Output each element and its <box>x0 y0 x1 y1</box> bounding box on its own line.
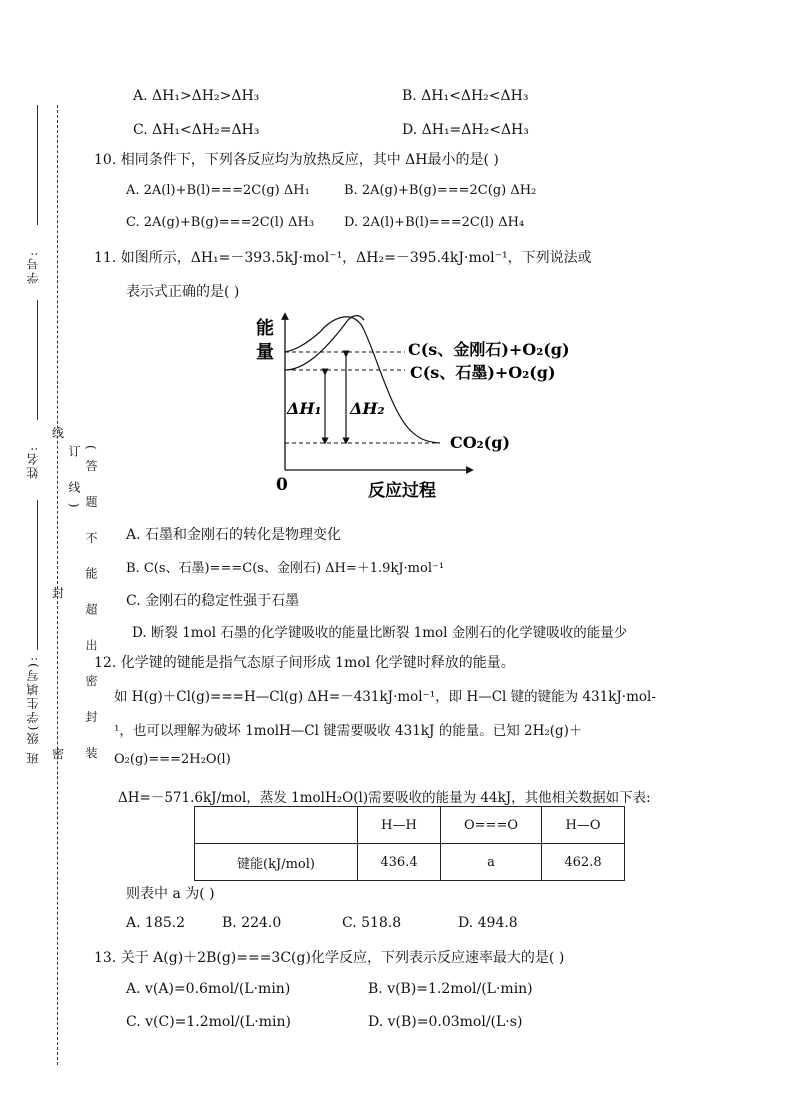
seal-line-char: 线 <box>52 426 65 440</box>
q12-line4: ΔH=－571.6kJ/mol，蒸发 1molH₂O(l)需要吸收的能量为 44kJ，其他相关数据如下表: <box>118 790 651 806</box>
q12-option-a: A. 185.2 <box>126 915 186 931</box>
energy-diagram <box>250 310 595 502</box>
x-axis-label: 反应过程 <box>368 481 436 501</box>
diamond-level-label: C(s、金刚石)+O₂(g) <box>408 340 570 359</box>
q12-option-b: B. 224.0 <box>222 915 282 931</box>
q9-option-d: D. ΔH₁=ΔH₂<ΔH₃ <box>402 122 529 138</box>
q13-option-d: D. v(B)=0.03mol/(L·s) <box>368 1014 523 1030</box>
name-underline <box>37 300 38 420</box>
seal-feng-char: 封 <box>52 586 65 600</box>
co2-level-label: CO₂(g) <box>450 433 511 452</box>
table-row <box>195 844 625 881</box>
q9-option-b: B. ΔH₁<ΔH₂<ΔH₃ <box>402 88 529 104</box>
q11-option-d: D. 断裂 1mol 石墨的化学键吸收的能量比断裂 1mol 金刚石的化学键吸收的能量少 <box>132 625 628 641</box>
q12-line1: 如 H(g)＋Cl(g)===H—Cl(g) ΔH=－431kJ·mol⁻¹，即 H—Cl 键的键能为 431kJ·mol- <box>114 689 656 705</box>
table-cell: a <box>441 844 542 881</box>
q11-option-a: A. 石墨和金刚石的转化是物理变化 <box>126 527 342 543</box>
seal-mi-char: 密 <box>52 747 65 761</box>
q9-option-c: C. ΔH₁<ΔH₂=ΔH₃ <box>133 122 260 138</box>
q9-option-a: A. ΔH₁>ΔH₂>ΔH₃ <box>133 88 260 104</box>
table-header-cell <box>195 807 358 844</box>
q10-option-a: A. 2A(l)+B(l)===2C(g) ΔH₁ <box>126 183 310 198</box>
table-cell: 键能(kJ/mol) <box>195 844 358 881</box>
q13-option-c: C. v(C)=1.2mol/(L·min) <box>126 1014 291 1030</box>
bond-energy-table <box>194 806 625 881</box>
table-cell: 462.8 <box>542 844 625 881</box>
q10-option-b: B. 2A(g)+B(g)===2C(g) ΔH₂ <box>344 183 537 198</box>
dh1-label: ΔH₁ <box>287 399 322 418</box>
q12-stem: 12. 化学键的键能是指气态原子间形成 1mol 化学键时释放的能量。 <box>94 655 515 671</box>
q13-option-a: A. v(A)=0.6mol/(L·min) <box>126 981 291 997</box>
q13-option-b: B. v(B)=1.2mol/(L·min) <box>368 981 533 997</box>
q12-line3: O₂(g)===2H₂O(l) <box>114 752 231 767</box>
y-label-2: 量 <box>256 342 274 363</box>
q10-option-d: D. 2A(l)+B(l)===2C(l) ΔH₄ <box>344 215 525 230</box>
q10-option-c: C. 2A(g)+B(g)===2C(l) ΔH₃ <box>126 215 315 230</box>
table-header-cell: H—H <box>358 807 441 844</box>
table-header-cell: H—O <box>542 807 625 844</box>
student-id-underline <box>37 105 38 225</box>
class-underline <box>37 500 38 650</box>
q11-stem-line1: 11. 如图所示，ΔH₁=－393.5kJ·mol⁻¹，ΔH₂=－395.4kJ·mol⁻¹，下列说法或 <box>94 250 592 266</box>
q11-option-c: C. 金刚石的稳定性强于石墨 <box>126 593 300 609</box>
q13-stem: 13. 关于 A(g)＋2B(g)===3C(g)化学反应，下列表示反应速率最大的是( ) <box>94 950 565 966</box>
table-cell: 436.4 <box>358 844 441 881</box>
q12-ask: 则表中 a 为( ) <box>126 886 215 902</box>
q12-option-c: C. 518.8 <box>342 915 402 931</box>
graphite-curve <box>285 316 364 370</box>
student-id-label: 学号: <box>26 250 40 285</box>
dh2-label: ΔH₂ <box>350 399 385 418</box>
q11-stem-line2: 表示式正确的是( ) <box>126 284 240 300</box>
origin-label: 0 <box>276 475 288 495</box>
q10-stem: 10. 相同条件下，下列各反应均为放热反应，其中 ΔH最小的是( ) <box>94 152 499 168</box>
table-header-row <box>195 807 625 844</box>
y-label-1: 能 <box>256 318 274 339</box>
q12-option-d: D. 494.8 <box>458 915 518 931</box>
table-header-cell: O===O <box>441 807 542 844</box>
q11-option-b: B. C(s、石墨)===C(s、金刚石) ΔH=＋1.9kJ·mol⁻¹ <box>126 561 445 576</box>
seal-notice: (答 题 不 能 超 出 密 封 装 订 线) <box>67 445 98 769</box>
graphite-level-label: C(s、石墨)+O₂(g) <box>410 363 556 382</box>
name-label: 姓名: <box>26 445 40 480</box>
class-label: 班 级(学生填写): <box>26 655 40 765</box>
q12-line2: ¹，也可以理解为破坏 1molH—Cl 键需要吸收 431kJ 的能量。已知 2H₂(g)＋ <box>114 723 583 739</box>
